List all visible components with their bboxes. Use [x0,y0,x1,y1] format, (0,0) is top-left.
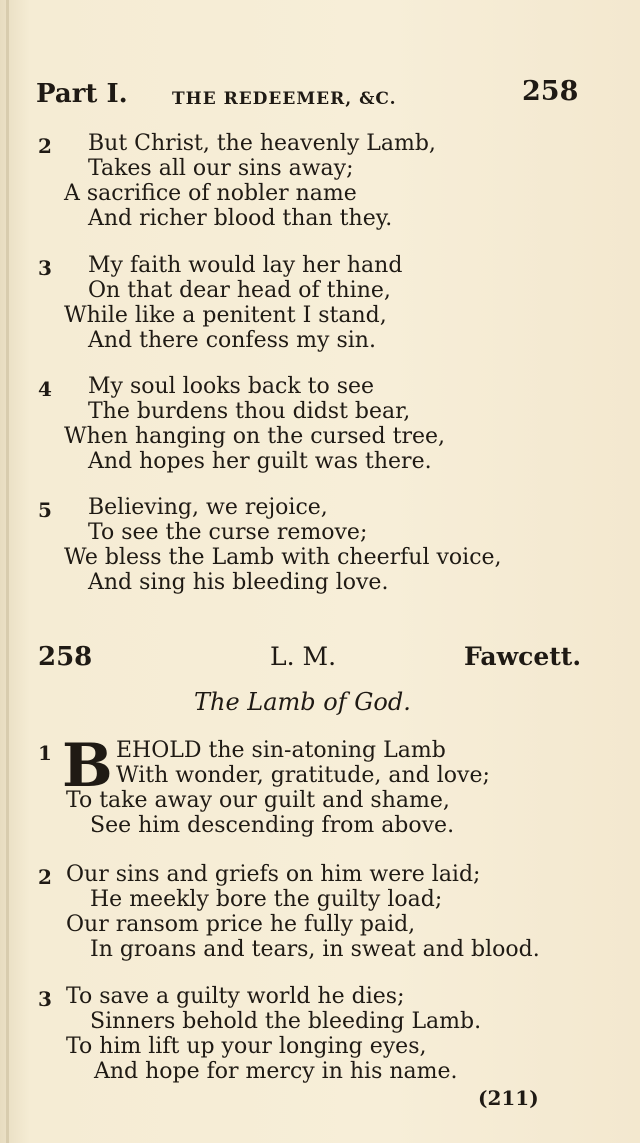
verse-line: And richer blood than they. [88,206,393,231]
verse-line: See him descending from above. [90,813,455,838]
hymn-meter: L. M. [270,642,337,671]
verse-line: We bless the Lamb with cheerful voice, [64,545,502,570]
verse-number: 2 [38,865,52,889]
verse-line: To take away our guilt and shame, [66,788,450,813]
verse-line: And hopes her guilt was there. [88,449,432,474]
verse-number: 1 [38,741,52,765]
verse-line: Our ransom price he fully paid, [66,912,416,937]
hymn-title: The Lamb of God. [194,688,411,716]
verse-line: To see the curse remove; [88,520,368,545]
verse-line: And hope for mercy in his name. [94,1059,458,1084]
verse-line: Our sins and griefs on him were laid; [66,862,481,887]
verse-line: Sinners behold the bleeding Lamb. [90,1009,482,1034]
verse-line: A sacrifice of nobler name [64,181,357,206]
page-number: 258 [522,76,579,107]
verse-number: 5 [38,498,52,522]
drop-cap: B [62,731,113,801]
verse-line: Takes all our sins away; [88,156,354,181]
verse-number: 3 [38,256,52,280]
page-gutter [6,0,9,1143]
verse-line: He meekly bore the guilty load; [90,887,443,912]
verse-line: To him lift up your longing eyes, [66,1034,427,1059]
verse-number: 4 [38,377,52,401]
verse-line: The burdens thou didst bear, [88,399,411,424]
hymn-author: Fawcett. [464,642,582,671]
verse-line: While like a penitent I stand, [64,303,387,328]
verse-line: To save a guilty world he dies; [66,984,405,1009]
verse-line: But Christ, the heavenly Lamb, [88,131,436,156]
verse-line: My faith would lay her hand [88,253,403,278]
verse-line: In groans and tears, in sweat and blood. [90,937,540,962]
verse-line: Believing, we rejoice, [88,495,328,520]
verse-number: 3 [38,987,52,1011]
verse-line: EHOLD the sin-atoning Lamb [116,738,446,763]
verse-line: My soul looks back to see [88,374,375,399]
verse-line: And there confess my sin. [88,328,376,353]
running-header-title: THE REDEEMER, &C. [172,89,397,109]
verse-line: And sing his bleeding love. [88,570,389,595]
verse-line: With wonder, gratitude, and love; [116,763,490,788]
verse-line: When hanging on the cursed tree, [64,424,445,449]
running-header-part: Part I. [36,79,128,109]
verse-number: 2 [38,134,52,158]
footer-page-number: (211) [478,1086,539,1110]
verse-line: On that dear head of thine, [88,278,391,303]
hymn-number: 258 [38,642,93,672]
